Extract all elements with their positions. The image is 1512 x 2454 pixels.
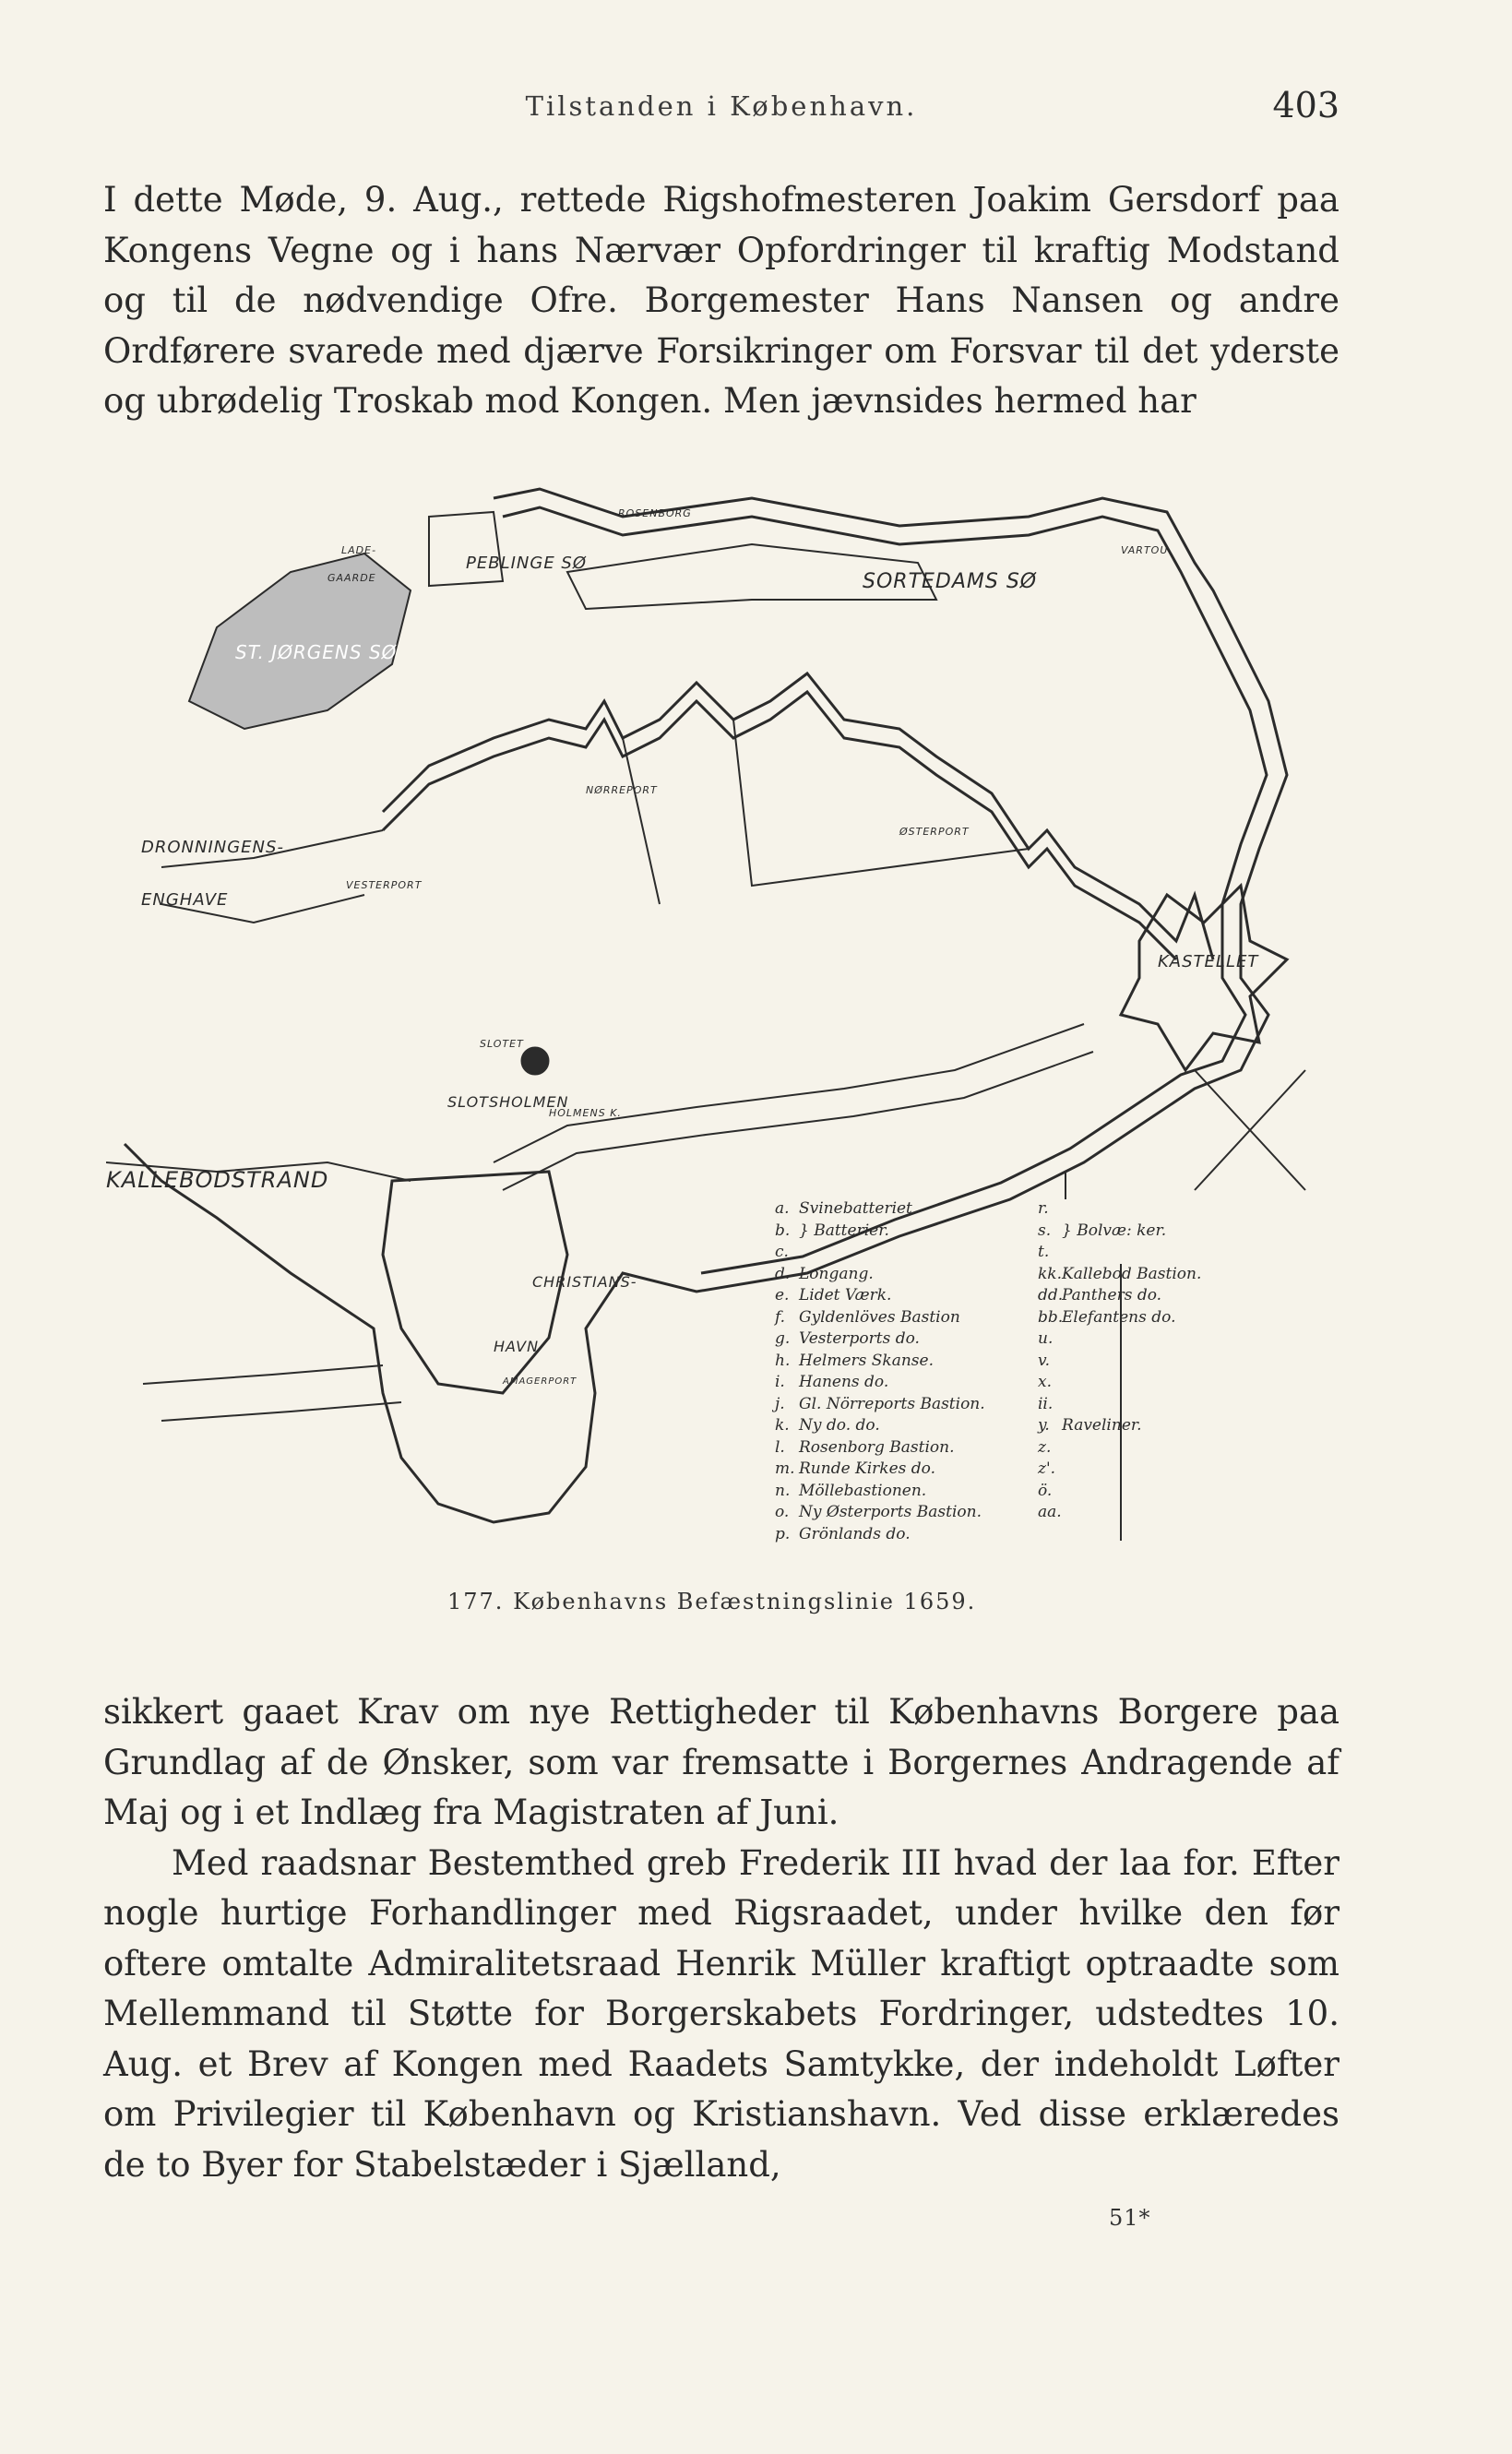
map-label-gaarde: GAARDE: [327, 572, 376, 584]
map-label-st-jorgens: ST. JØRGENS SØ: [235, 641, 398, 663]
legend-entry: [1038, 1221, 1166, 1240]
legend-text: Rosenborg Bastion.: [799, 1437, 955, 1457]
legend-key: m.: [775, 1459, 795, 1478]
legend-text: Ny do. do.: [799, 1416, 880, 1435]
legend-key: l.: [775, 1437, 785, 1457]
legend-key: j.: [775, 1394, 785, 1413]
map-label-christianshavn: CHRISTIANS-: [532, 1273, 637, 1291]
map-label-vesterport: VESTERPORT: [346, 879, 423, 891]
legend-entry: [775, 1352, 934, 1370]
legend-text: Ny Østerports Bastion.: [799, 1503, 982, 1521]
legend-text: Svinebatteriet: [799, 1199, 912, 1218]
legend-entry: [775, 1416, 880, 1435]
legend-key: ö.: [1038, 1481, 1053, 1500]
map-label-kallebodstrand: KALLEBODSTRAND: [106, 1167, 329, 1193]
legend-entry: [1038, 1308, 1175, 1327]
legend-entry: [1038, 1438, 1062, 1457]
legend-text: Raveliner.: [1062, 1416, 1142, 1435]
running-title: Tilstanden i København.: [525, 90, 918, 122]
legend-text: Möllebastionen.: [799, 1481, 927, 1500]
legend-key: i.: [775, 1373, 785, 1391]
legend-text: Helmers Skanse.: [799, 1351, 934, 1370]
figure-caption: 177. Københavns Befæstningslinie 1659.: [447, 1589, 977, 1614]
legend-text: Vesterports do.: [799, 1329, 920, 1348]
legend-text: } Batterier.: [799, 1221, 889, 1240]
map-label-peblinge: PEBLINGE SØ: [466, 554, 588, 573]
legend-entry: [1038, 1329, 1062, 1348]
legend-entry: [775, 1395, 985, 1413]
map-label-rosenborg: ROSENBORG: [618, 507, 692, 519]
legend-key: y.: [1038, 1416, 1050, 1435]
map-label-enghave: ENGHAVE: [141, 890, 229, 910]
map-label-kastellet: KASTELLET: [1158, 952, 1259, 971]
legend-entry: [1038, 1373, 1062, 1391]
legend-entry: [775, 1221, 889, 1240]
legend-text: Grönlands do.: [799, 1524, 911, 1543]
legend-entry: [1038, 1265, 1201, 1283]
legend-entry: [775, 1503, 982, 1521]
legend-text: Kallebod Bastion.: [1062, 1264, 1202, 1283]
legend-text: Gyldenlöves Bastion: [799, 1307, 960, 1327]
legend-entry: [1038, 1286, 1161, 1304]
legend-key: x.: [1038, 1373, 1052, 1391]
map-label-havn: HAVN: [494, 1338, 540, 1355]
legend-entry: [1038, 1199, 1062, 1218]
legend-entry: [775, 1459, 935, 1478]
legend-key: h.: [775, 1351, 791, 1370]
legend-entry: [1038, 1459, 1062, 1478]
legend-key: kk.: [1038, 1264, 1063, 1283]
legend-text: Gl. Nörreports Bastion.: [799, 1394, 985, 1413]
legend-entry: [1038, 1243, 1062, 1261]
legend-entry: [1038, 1503, 1062, 1521]
map-label-dronningens: DRONNINGENS-: [141, 838, 284, 857]
running-head: [103, 85, 1339, 131]
legend-entry: [775, 1438, 955, 1457]
map-label-amagerport: AMAGERPORT: [503, 1376, 577, 1387]
map-label-osterport: ØSTERPORT: [899, 826, 970, 838]
legend-text: Hanens do.: [799, 1373, 889, 1391]
legend-entry: [775, 1373, 888, 1391]
legend-entry: [775, 1308, 960, 1327]
legend-key: o.: [775, 1503, 790, 1521]
signature-mark: 51*: [1109, 2205, 1151, 2231]
legend-text: Lidet Værk.: [799, 1286, 892, 1304]
legend-key: z'.: [1038, 1459, 1056, 1478]
legend-key: g.: [775, 1329, 791, 1348]
legend-entry: [775, 1286, 891, 1304]
map-label-slotet: SLOTET: [480, 1038, 524, 1050]
map-label-slotsholmen: SLOTSHOLMEN: [447, 1093, 569, 1111]
legend-key: dd.: [1038, 1286, 1064, 1304]
map-label-lade: LADE-: [341, 544, 377, 556]
paragraph: sikkert gaaet Krav om nye Rettigheder til Københavns Borgere paa Grundlag af de Ønsker, som var fremsatte i Borgernes Andragende af Maj og i et Indlæg fra Magistraten af Juni.: [103, 1692, 1339, 1832]
legend-entry: [1038, 1395, 1062, 1413]
legend-text: Panthers do.: [1062, 1286, 1162, 1304]
fortification-map: [106, 461, 1370, 1651]
legend-key: aa.: [1038, 1503, 1062, 1521]
legend-key: u.: [1038, 1329, 1054, 1348]
map-label-norreport: NØRREPORT: [586, 784, 658, 796]
legend-entry: [1038, 1416, 1142, 1435]
legend-entry: [775, 1329, 920, 1348]
map-label-holmens: HOLMENS K.: [549, 1107, 622, 1119]
legend-key: s.: [1038, 1221, 1052, 1240]
paragraph-bottom: [103, 1687, 1339, 2190]
legend-text: } Bolvæ: ker.: [1062, 1221, 1167, 1240]
legend-text: Elefantens do.: [1062, 1307, 1176, 1327]
legend-entry: [1038, 1352, 1062, 1370]
legend-right: [1038, 1199, 1342, 1587]
legend-key: z.: [1038, 1437, 1052, 1457]
legend-key: v.: [1038, 1351, 1050, 1370]
legend-key: k.: [775, 1416, 790, 1435]
page-number: 403: [1272, 85, 1339, 125]
legend-key: p.: [775, 1524, 791, 1543]
legend-left: [775, 1199, 1079, 1587]
legend-key: e.: [775, 1286, 790, 1304]
map-label-sortedams: SORTEDAMS SØ: [863, 570, 1038, 593]
legend-key: a.: [775, 1199, 790, 1218]
legend-entry: [775, 1525, 911, 1543]
paragraph-top: [103, 175, 1339, 427]
legend-entry: [775, 1199, 912, 1218]
legend-key: ii.: [1038, 1394, 1054, 1413]
legend-entry: [775, 1265, 874, 1283]
legend-entry: [1038, 1482, 1062, 1500]
legend-entry: [775, 1482, 926, 1500]
legend-key: n.: [775, 1481, 791, 1500]
legend-text: Longang.: [799, 1264, 874, 1283]
paragraph: I dette Møde, 9. Aug., rettede Rigshofmesteren Joakim Gersdorf paa Kongens Vegne og i hans Nærvær Opfordringer til kraftig Modstand og til de nødvendige Ofre. Borgemester Hans Nansen og andre Ordførere svarede med djærve Forsikringer om Forsvar til det yderste og ubrødelig Troskab mod Kongen. Men jævnsides hermed har: [103, 180, 1339, 421]
legend-key: f.: [775, 1307, 786, 1327]
legend-key: c.: [775, 1243, 789, 1261]
legend-key: t.: [1038, 1243, 1050, 1261]
paragraph: Med raadsnar Bestemthed greb Frederik III hvad der laa for. Efter nogle hurtige Forhandlinger med Rigsraadet, under hvilke den før oftere omtalte Admiralitetsraad Henrik Müller kraftigt optraadte som Mellemmand til Støtte for Borgerskabets Fordringer, udstedtes 10. Aug. et Brev af Kongen med Raadets Samtykke, der indeholdt Løfter om Privilegier til København og Kristianshavn. Ved disse erklæredes de to Byer for Stabelstæder i Sjælland,: [103, 1842, 1339, 2185]
legend-key: r.: [1038, 1199, 1049, 1218]
legend-key: d.: [775, 1264, 791, 1283]
legend-text: Runde Kirkes do.: [799, 1459, 936, 1478]
legend-key: b.: [775, 1221, 791, 1240]
legend-entry: [775, 1243, 799, 1261]
legend-key: bb.: [1038, 1307, 1064, 1327]
map-label-vartou: VARTOU: [1121, 544, 1169, 556]
